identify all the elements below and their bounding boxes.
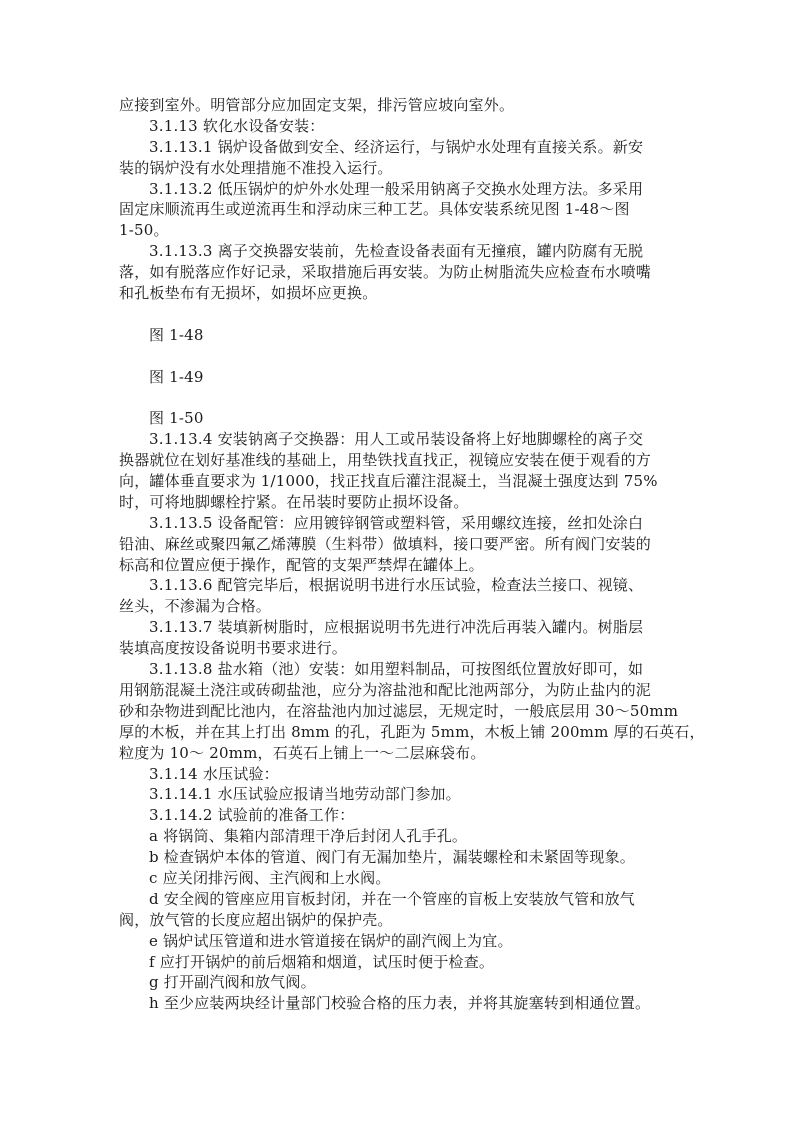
text-line: c 应关闭排污阀、主汽阀和上水阀。 — [149, 868, 391, 887]
text-line: 粒度为 10～ 20mm，石英石上铺上一～二层麻袋布。 — [119, 743, 486, 762]
paragraph — [119, 931, 689, 952]
paragraph — [119, 889, 689, 931]
text-line: 图 1-49 — [149, 367, 204, 386]
text-line: 3.1.14 水压试验： — [149, 764, 279, 783]
text-line: 和孔板垫布有无损坏，如损坏应更换。 — [119, 284, 378, 303]
text-line: 装的锅炉没有水处理措施不准投入运行。 — [119, 158, 393, 177]
paragraph — [119, 429, 689, 513]
paragraph — [119, 659, 705, 763]
text-line: 砂和杂物进到配比池内，在溶盐池内加过滤层，无规定时，一般底层用 30～50mm — [119, 701, 679, 720]
text-line: 时，可将地脚螺栓拧紧。在吊装时要防止损坏设备。 — [119, 492, 469, 511]
paragraph — [119, 805, 689, 826]
paragraph — [119, 847, 689, 868]
paragraph — [119, 137, 689, 179]
paragraph — [119, 868, 689, 889]
blank-line — [119, 304, 689, 325]
paragraph — [119, 513, 689, 576]
text-line: a 将锅筒、集箱内部清理干净后封闭人孔手孔。 — [149, 827, 468, 846]
text-line: 向，罐体垂直要求为 1/1000，找正找直后灌注混凝土，当混凝土强度达到 75% — [119, 472, 658, 491]
text-line: 装填高度按设备说明书要求进行。 — [119, 639, 348, 658]
paragraph — [119, 325, 689, 346]
paragraph — [119, 575, 689, 617]
text-line: b 检查锅炉本体的管道、阀门有无漏加垫片，漏装螺栓和未紧固等现象。 — [149, 848, 635, 867]
paragraph — [119, 179, 689, 242]
text-line: e 锅炉试压管道和进水管道接在锅炉的副汽阀上为宜。 — [149, 931, 513, 950]
text-line: f 应打开锅炉的前后烟箱和烟道，试压时便于检查。 — [149, 952, 495, 971]
text-line: 用钢筋混凝土浇注或砖砌盐池，应分为溶盐池和配比池两部分，为防止盐内的泥 — [119, 680, 652, 699]
paragraph — [119, 617, 689, 659]
text-line: 应接到室外。明管部分应加固定支架，排污管应坡向室外。 — [119, 96, 515, 114]
text-line: d 安全阀的管座应用盲板封闭，并在一个管座的盲板上安装放气管和放气 — [149, 889, 635, 908]
text-line: 3.1.13.4 安装钠离子交换器：用人工或吊装设备将上好地脚螺栓的离子交 — [149, 430, 644, 449]
document-body — [119, 95, 705, 1014]
text-line: 3.1.13.6 配管完毕后，根据说明书进行水压试验，检查法兰接口、视镜、 — [149, 576, 644, 595]
text-line: 1-50。 — [119, 221, 169, 240]
text-line: 3.1.13.5 设备配管：应用镀锌钢管或塑料管，采用螺纹连接，丝扣处涂白 — [149, 513, 644, 532]
text-line: h 至少应装两块经计量部门校验合格的压力表，并将其旋塞转到相通位置。 — [149, 994, 651, 1013]
paragraph — [119, 116, 689, 137]
text-line: 图 1-48 — [149, 325, 204, 344]
paragraph — [119, 784, 689, 805]
text-line: 图 1-50 — [149, 409, 204, 428]
paragraph — [119, 952, 689, 973]
text-line: 3.1.13.3 离子交换器安装前，先检查设备表面有无撞痕，罐内防腐有无脱 — [149, 242, 644, 261]
text-line: 铅油、麻丝或聚四氟乙烯薄膜（生料带）做填料，接口要严密。所有阀门安装的 — [119, 534, 652, 553]
text-line: 3.1.13 软化水设备安装： — [149, 116, 325, 135]
text-line: 落，如有脱落应作好记录，采取措施后再安装。为防止树脂流失应检查布水喷嘴 — [119, 263, 652, 282]
text-line: g 打开副汽阀和放气阀。 — [149, 973, 316, 992]
text-line: 厚的木板，并在其上打出 8mm 的孔，孔距为 5mm，木板上铺 200mm 厚的石英石， — [119, 722, 705, 741]
paragraph — [119, 764, 689, 785]
text-line: 3.1.13.2 低压锅炉的炉外水处理一般采用钠离子交换水处理方法。多采用 — [149, 179, 644, 198]
paragraph — [119, 241, 689, 304]
text-line: 3.1.14.2 试验前的准备工作： — [149, 806, 355, 825]
text-line: 固定床顺流再生或逆流再生和浮动床三种工艺。具体安装系统见图 1-48～图 — [119, 200, 630, 219]
text-line: 3.1.13.1 锅炉设备做到安全、经济运行，与锅炉水处理有直接关系。新安 — [149, 137, 644, 156]
paragraph — [119, 367, 689, 388]
blank-line — [119, 346, 689, 367]
text-line: 3.1.13.8 盐水箱（池）安装：如用塑料制品，可按图纸位置放好即可，如 — [149, 660, 644, 679]
blank-line — [119, 387, 689, 408]
text-line: 换器就位在划好基准线的基础上，用垫铁找直找正，视镜应安装在便于观看的方 — [119, 451, 652, 470]
paragraph — [119, 408, 689, 429]
text-line: 3.1.14.1 水压试验应报请当地劳动部门参加。 — [149, 785, 461, 804]
text-line: 丝头，不渗漏为合格。 — [119, 597, 272, 616]
paragraph — [119, 826, 689, 847]
text-line: 阀，放气管的长度应超出锅炉的保护壳。 — [119, 910, 393, 929]
text-line: 3.1.13.7 装填新树脂时，应根据说明书先进行冲洗后再装入罐内。树脂层 — [149, 618, 644, 637]
paragraph — [119, 95, 689, 116]
text-line: 标高和位置应便于操作，配管的支架严禁焊在罐体上。 — [119, 555, 484, 574]
paragraph — [119, 993, 689, 1014]
paragraph — [119, 972, 689, 993]
